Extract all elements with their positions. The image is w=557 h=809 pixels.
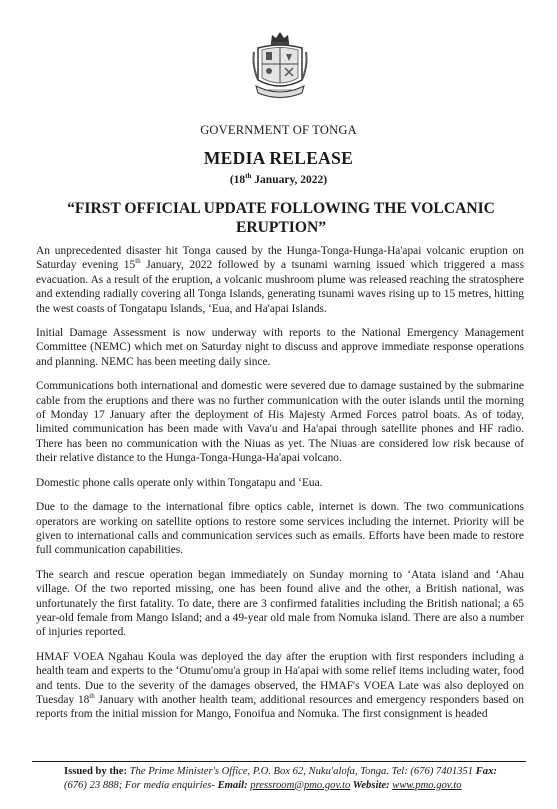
footer-divider xyxy=(32,761,526,762)
paragraph-communications: Communications both international and domestic were severed due to damage sustained by the submarine cable from the eruptions and there was no further communication with the outer islands until the morning of Monday 17 January after the deployment of His Majesty Armed Forces patrol boats. As of today, limited communication has been made with Vava'u and Ha'apai through satellite phones and HF radio. There has been no communication with the Niuas as yet. The Niuas are considered low risk because of their relative distance to the Hunga-Tonga-Hunga-Ha'apai volcano. xyxy=(36,380,524,465)
email-link[interactable]: pressroom@pmo.gov.to xyxy=(250,779,351,791)
paragraph-damage-assessment: Initial Damage Assessment is now underway with reports to the National Emergency Management Committee (NEMC) which met on Saturday night to discuss and approve immediate response operations and planning. NEMC has been meeting daily since. xyxy=(36,327,524,368)
paragraph-eruption: An unprecedented disaster hit Tonga caused by the Hunga-Tonga-Hunga-Ha'apai volcanic eruption on Saturday evening 15th January, 2022 followed by a tsunami warning issued which triggered a mass evacuation. As a result of the eruption, a volcanic mushroom plume was released reaching the stratosphere and extending radially covering all Tonga Islands, generating tsunami waves rising up to 15 metres, hitting the west coasts of Tongatapu Islands, ‘Eua, and Ha'apai Islands. xyxy=(36,245,524,315)
paragraph-internet: Due to the damage to the international fibre optics cable, internet is down. The two communications operators are working on satellite options to restore some services including the internet. Priority will be given to international calls and communication services such as emails. Efforts have been made to restore full communication capabilities. xyxy=(36,501,524,557)
body-text xyxy=(36,244,524,732)
tonga-coat-of-arms-icon xyxy=(252,30,308,100)
headline: “FIRST OFFICIAL UPDATE FOLLOWING THE VOLCANIC ERUPTION” xyxy=(67,200,495,236)
release-title: MEDIA RELEASE xyxy=(203,148,354,168)
release-date: (18th January, 2022) xyxy=(229,172,328,186)
website-link[interactable]: www.pmo.gov.to xyxy=(392,779,462,791)
contact-footer: Issued by the: The Prime Minister's Office, P.O. Box 62, Nuku'alofa, Tonga. Tel: (676) 7401351 Fax: (676) 23 888; For media enquiries- Email: pressroom@pmo.gov.to Website: www.pmo.gov.to xyxy=(64,766,497,791)
paragraph-hmaf-deployment: HMAF VOEA Ngahau Koula was deployed the day after the eruption with first responders including a health team and experts to the ‘Otumu'omu'a group in Ha'apai with some relief items including water, food and tents. Due to the severity of the damages observed, the HMAF's VOEA Late was also deployed on Tuesday 18th January with another health team, additional resources and emergency responders based on reports from the initial mission for Mango, Fonoifua and Nomuka. The first consignment is headed xyxy=(36,650,524,721)
government-name: GOVERNMENT OF TONGA xyxy=(200,123,357,137)
paragraph-domestic-calls: Domestic phone calls operate only within Tongatapu and ‘Eua. xyxy=(36,476,323,489)
paragraph-search-rescue: The search and rescue operation began immediately on Sunday morning to ‘Atata island and ‘Ahau village. Of the two reported missing, one has been found alive and the other, a British national, was unfortunately the first fatality. To date, there are 3 confirmed fatalities including the British national; a 65 year-old female from Mango Island; and a 49-year old male from Nomuka island. There are also a number of injuries reported. xyxy=(36,568,524,639)
